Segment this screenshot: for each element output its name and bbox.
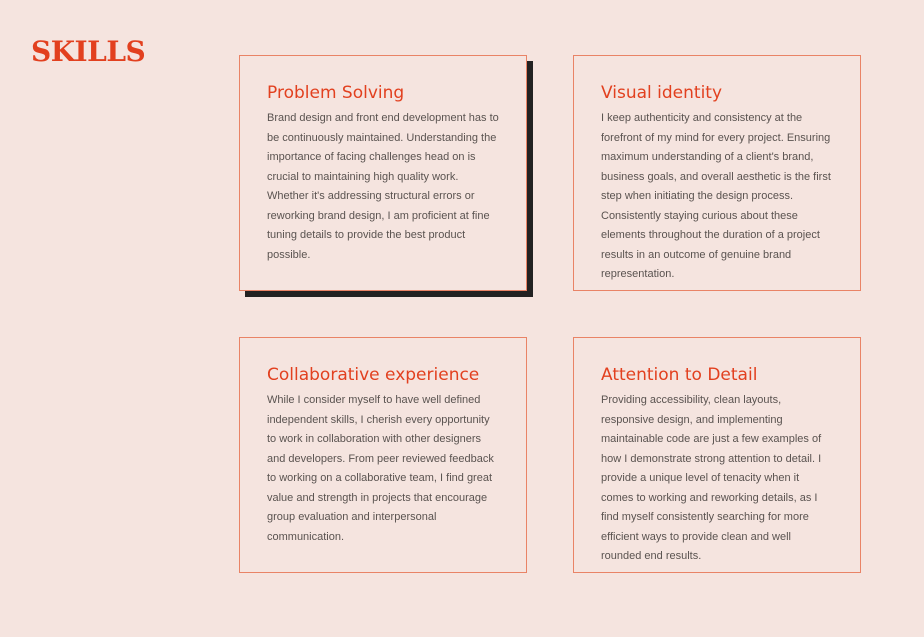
skill-card-attention-to-detail[interactable]: [573, 337, 861, 573]
skill-card-visual-identity[interactable]: [573, 55, 861, 291]
card-description: Brand design and front end development has to be continuously maintained. Understanding the importance of facing challenges head on is crucial to maintaining high quality work. Whether it's addressing structural errors or reworking brand design, I am proficient at fine tuning details to provide the best product possible.: [267, 112, 499, 261]
skill-card-collaborative-experience[interactable]: [239, 337, 527, 573]
card-description: While I consider myself to have well defined independent skills, I cherish every opportunity to work in collaboration with other designers and developers. From peer reviewed feedback to working on a collaborative team, I find great value and strength in projects that encourage group evaluation and interpersonal communication.: [267, 394, 494, 543]
skill-card-problem-solving[interactable]: [239, 55, 527, 291]
card-title: Collaborative experience: [267, 365, 480, 385]
card-description: I keep authenticity and consistency at the forefront of my mind for every project. Ensuring maximum understanding of a client's brand, business goals, and overall aesthetic is the first step when initiating the design process. Consistently staying curious about these elements throughout the duration of a project results in an outcome of genuine brand representation.: [601, 112, 831, 280]
section-title: SKILLS: [31, 35, 146, 68]
card-description: Providing accessibility, clean layouts, responsive design, and implementing maintainable code are just a few examples of how I demonstrate strong attention to detail. I provide a unique level of tenacity when it comes to working and reworking details, as I find myself consistently searching for more efficient ways to provide clean and well rounded end results.: [601, 394, 822, 562]
card-title: Attention to Detail: [601, 365, 758, 385]
card-title: Visual identity: [601, 83, 723, 103]
card-title: Problem Solving: [267, 83, 405, 103]
